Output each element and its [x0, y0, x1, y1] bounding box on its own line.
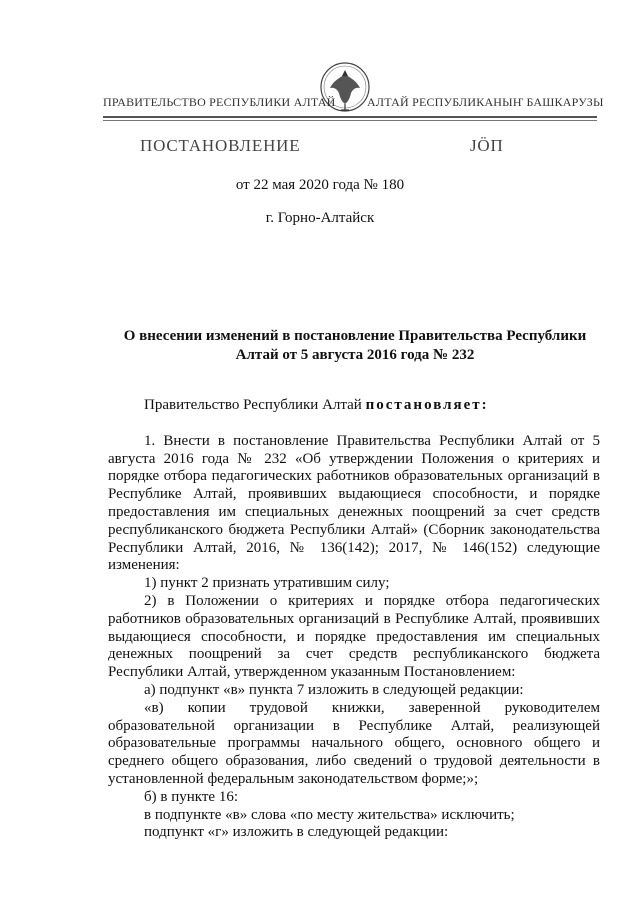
coat-of-arms-emblem	[318, 60, 372, 118]
header-rule	[103, 116, 597, 118]
intro-subject: Правительство Республики Алтай	[144, 397, 366, 413]
paragraph: б) в пункте 16:	[144, 788, 238, 805]
paragraph: а) подпункт «в» пункта 7 изложить в следующей редакции:	[144, 681, 524, 698]
org-name-russian: ПРАВИТЕЛЬСТВО РЕСПУБЛИКИ АЛТАЙ	[103, 95, 336, 109]
header-rule-thin	[103, 120, 597, 121]
doc-type-altai: ЈÖП	[470, 136, 504, 155]
paragraph: 1. Внести в постановление Правительства Республики Алтай от 5 августа 2016 года № 232 «Об утверждении Положения о критериях и порядке отбора педагогических работников образовательных организаций в Республике Алтай, проявивших выдающиеся способности, и порядке предоставления им специальных денежных поощрений за счет средств республиканского бюджета Республики Алтай» (Сборник законодательства Республики Алтай, 2016, № 136(142); 2017, № 146(152) следующие изменения:	[108, 432, 600, 574]
paragraph: 2) в Положении о критериях и порядке отбора педагогических работников образовательных организаций в Республике Алтай, проявивших выдающиеся способности, и порядке предоставления им специальных денежных поощрений за счет средств республиканского бюджета Республики Алтай, утвержденном указанным Постановлением:	[108, 592, 600, 681]
doc-type-russian: ПОСТАНОВЛЕНИЕ	[140, 136, 301, 155]
document-body	[108, 397, 600, 842]
paragraph: «в) копии трудовой книжки, заверенной руководителем образовательной организации в Республике Алтай, реализующей образовательные программы начального общего, основного общего и среднего общего образования, либо сведений о трудовой деятельности в установленной федеральным законодательством форме;»;	[108, 699, 600, 787]
intro-line	[108, 397, 600, 415]
paragraph: в подпункте «в» слова «по месту жительства» исключить;	[144, 806, 515, 823]
org-name-altai: АЛТАЙ РЕСПУБЛИКАНЫҤ БАШКАРУЗЫ	[367, 95, 604, 109]
document-title: О внесении изменений в постановление Правительства Республики Алтай от 5 августа 2016 года № 232	[123, 328, 587, 363]
paragraph: подпункт «г» изложить в следующей редакции:	[144, 824, 449, 841]
city: г. Горно-Алтайск	[265, 210, 375, 226]
date-number: от 22 мая 2020 года № 180	[235, 177, 405, 193]
paragraph: 1) пункт 2 признать утратившим силу;	[144, 575, 390, 592]
intro-verb: постановляет:	[365, 397, 489, 413]
